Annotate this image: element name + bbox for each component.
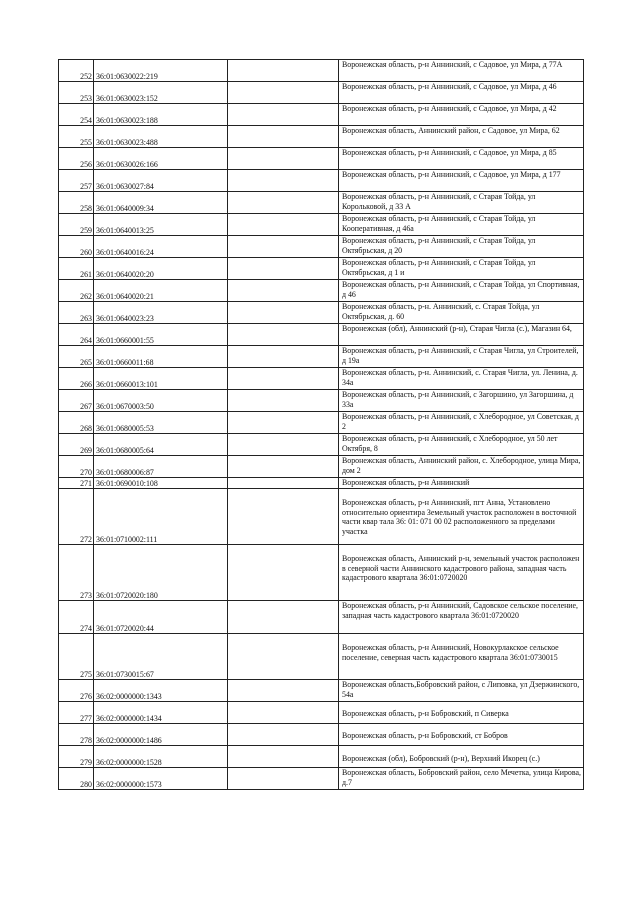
table-row [59, 545, 584, 601]
cadastral-number-cell: 36:01:0630026:166 [94, 148, 228, 170]
cadastral-number-cell: 36:02:0000000:1573 [94, 768, 228, 790]
row-number-cell: 262 [59, 280, 94, 302]
address-cell: Воронежская область, р-н Аннинский, с Садовое, ул Мира, д 177 [339, 170, 584, 192]
empty-cell [228, 412, 339, 434]
row-number-cell: 261 [59, 258, 94, 280]
cadastral-number-cell: 36:01:0630023:488 [94, 126, 228, 148]
row-number-cell: 254 [59, 104, 94, 126]
row-number-cell: 280 [59, 768, 94, 790]
empty-cell [228, 368, 339, 390]
table-row [59, 724, 584, 746]
address-cell: Воронежская область, р-н Аннинский, с Старая Тойда, ул Кооперативная, д 46а [339, 214, 584, 236]
empty-cell [228, 324, 339, 346]
address-cell: Воронежская область, р-н. Аннинский, с. Старая Чигла, ул. Ленина, д. 34а [339, 368, 584, 390]
row-number-cell: 276 [59, 680, 94, 702]
table-row [59, 280, 584, 302]
table-row [59, 478, 584, 489]
table-row [59, 82, 584, 104]
cadastral-number-cell: 36:01:0720020:44 [94, 601, 228, 634]
address-cell: Воронежская область, р-н Аннинский, с Старая Тойда, ул Спортивная, д 46 [339, 280, 584, 302]
table-row [59, 434, 584, 456]
cadastral-number-cell: 36:01:0640020:21 [94, 280, 228, 302]
empty-cell [228, 148, 339, 170]
property-registry-table [58, 59, 584, 790]
empty-cell [228, 192, 339, 214]
table-row [59, 236, 584, 258]
row-number-cell: 252 [59, 60, 94, 82]
empty-cell [228, 434, 339, 456]
address-cell: Воронежская область, р-н Аннинский, с Старая Тойда, ул Октябрьская, д 20 [339, 236, 584, 258]
cadastral-number-cell: 36:02:0000000:1434 [94, 702, 228, 724]
address-cell: Воронежская область, р-н Аннинский, с Садовое, ул Мира, д 42 [339, 104, 584, 126]
cadastral-number-cell: 36:01:0720020:180 [94, 545, 228, 601]
cadastral-number-cell: 36:01:0630022:219 [94, 60, 228, 82]
cadastral-number-cell: 36:01:0640013:25 [94, 214, 228, 236]
cadastral-number-cell: 36:02:0000000:1528 [94, 746, 228, 768]
table-row [59, 702, 584, 724]
cadastral-number-cell: 36:01:0660011:68 [94, 346, 228, 368]
empty-cell [228, 258, 339, 280]
address-cell: Воронежская область, Аннинский район, с Садовое, ул Мира, 62 [339, 126, 584, 148]
address-cell: Воронежская область, р-н Аннинский, с Садовое, ул Мира, д 46 [339, 82, 584, 104]
cadastral-number-cell: 36:01:0630027:84 [94, 170, 228, 192]
empty-cell [228, 545, 339, 601]
row-number-cell: 271 [59, 478, 94, 489]
address-cell: Воронежская область, Бобровский район, село Мечетка, улица Кирова, д.7 [339, 768, 584, 790]
table-row [59, 390, 584, 412]
empty-cell [228, 601, 339, 634]
row-number-cell: 258 [59, 192, 94, 214]
table-row [59, 346, 584, 368]
row-number-cell: 277 [59, 702, 94, 724]
table-row [59, 601, 584, 634]
address-cell: Воронежская область,Бобровский район, с Липовка, ул Дзержинского, 54а [339, 680, 584, 702]
empty-cell [228, 768, 339, 790]
address-cell: Воронежская область, Аннинский р-н, земельный участок расположен в северной части Аннинского кадастрового района, западная часть кадастрового квартала 36:01:0720020 [339, 545, 584, 601]
address-cell: Воронежская область, р-н. Аннинский, с. Старая Тойда, ул Октябрьская, д. 60 [339, 302, 584, 324]
cadastral-number-cell: 36:01:0670003:50 [94, 390, 228, 412]
cadastral-number-cell: 36:01:0680006:87 [94, 456, 228, 478]
table-row [59, 192, 584, 214]
empty-cell [228, 280, 339, 302]
address-cell: Воронежская область, р-н Аннинский, пгт Анна, Установлено относительно ориентира Земельный участок расположен в восточной части квар тала 36: 01: 071 00 02 расположенного за пределами участка [339, 489, 584, 545]
empty-cell [228, 236, 339, 258]
row-number-cell: 270 [59, 456, 94, 478]
empty-cell [228, 60, 339, 82]
address-cell: Воронежская область, р-н Аннинский, с Старая Тойда, ул Корольковой, д 33 А [339, 192, 584, 214]
table-row [59, 170, 584, 192]
table-row [59, 126, 584, 148]
row-number-cell: 256 [59, 148, 94, 170]
table-row [59, 302, 584, 324]
table-row [59, 148, 584, 170]
table-row [59, 489, 584, 545]
row-number-cell: 272 [59, 489, 94, 545]
empty-cell [228, 724, 339, 746]
empty-cell [228, 104, 339, 126]
table-row [59, 412, 584, 434]
address-cell: Воронежская (обл), Аннинский (р-н), Старая Чигла (с.), Магазин 64, [339, 324, 584, 346]
address-cell: Воронежская область, р-н Аннинский, с Загоршино, ул Загоршина, д 33а [339, 390, 584, 412]
empty-cell [228, 126, 339, 148]
address-cell: Воронежская (обл), Бобровский (р-н), Верхний Икорец (с.) [339, 746, 584, 768]
address-cell: Воронежская область, р-н Аннинский, Новокурлакское сельское поселение, северная часть кадастрового квартала 36:01:0730015 [339, 634, 584, 680]
address-cell: Воронежская область, р-н Аннинский, с Старая Тойда, ул Октябрьская, д 1 и [339, 258, 584, 280]
cadastral-number-cell: 36:01:0640023:23 [94, 302, 228, 324]
table-row [59, 368, 584, 390]
empty-cell [228, 680, 339, 702]
row-number-cell: 275 [59, 634, 94, 680]
row-number-cell: 264 [59, 324, 94, 346]
document-page [58, 59, 583, 790]
table-row [59, 324, 584, 346]
address-cell: Воронежская область, р-н Аннинский, с Садовое, ул Мира, д 77А [339, 60, 584, 82]
row-number-cell: 269 [59, 434, 94, 456]
cadastral-number-cell: 36:01:0630023:188 [94, 104, 228, 126]
empty-cell [228, 390, 339, 412]
cadastral-number-cell: 36:01:0640016:24 [94, 236, 228, 258]
empty-cell [228, 702, 339, 724]
registry-table-body [59, 60, 584, 790]
cadastral-number-cell: 36:01:0690010:108 [94, 478, 228, 489]
table-row [59, 456, 584, 478]
row-number-cell: 278 [59, 724, 94, 746]
cadastral-number-cell: 36:01:0660013:101 [94, 368, 228, 390]
address-cell: Воронежская область, р-н Аннинский, с Хлебородное, ул Советская, д 2 [339, 412, 584, 434]
empty-cell [228, 489, 339, 545]
table-row [59, 746, 584, 768]
empty-cell [228, 302, 339, 324]
cadastral-number-cell: 36:02:0000000:1486 [94, 724, 228, 746]
row-number-cell: 265 [59, 346, 94, 368]
empty-cell [228, 214, 339, 236]
address-cell: Воронежская область, р-н Аннинский, Садовское сельское поселение, западная часть кадастрового квартала 36:01:0720020 [339, 601, 584, 634]
table-row [59, 768, 584, 790]
table-row [59, 60, 584, 82]
address-cell: Воронежская область, р-н Бобровский, ст Бобров [339, 724, 584, 746]
address-cell: Воронежская область, р-н Бобровский, п Сиверка [339, 702, 584, 724]
empty-cell [228, 346, 339, 368]
address-cell: Воронежская область, р-н Аннинский, с Старая Чигла, ул Строителей, д 19а [339, 346, 584, 368]
cadastral-number-cell: 36:01:0710002:111 [94, 489, 228, 545]
empty-cell [228, 456, 339, 478]
table-row [59, 258, 584, 280]
empty-cell [228, 82, 339, 104]
cadastral-number-cell: 36:01:0640020:20 [94, 258, 228, 280]
cadastral-number-cell: 36:02:0000000:1343 [94, 680, 228, 702]
row-number-cell: 267 [59, 390, 94, 412]
table-row [59, 680, 584, 702]
empty-cell [228, 634, 339, 680]
table-row [59, 634, 584, 680]
address-cell: Воронежская область, р-н Аннинский [339, 478, 584, 489]
row-number-cell: 253 [59, 82, 94, 104]
address-cell: Воронежская область, Аннинский район, с. Хлебородное, улица Мира, дом 2 [339, 456, 584, 478]
empty-cell [228, 170, 339, 192]
cadastral-number-cell: 36:01:0630023:152 [94, 82, 228, 104]
row-number-cell: 266 [59, 368, 94, 390]
row-number-cell: 260 [59, 236, 94, 258]
cadastral-number-cell: 36:01:0730015:67 [94, 634, 228, 680]
row-number-cell: 263 [59, 302, 94, 324]
row-number-cell: 255 [59, 126, 94, 148]
row-number-cell: 257 [59, 170, 94, 192]
row-number-cell: 274 [59, 601, 94, 634]
row-number-cell: 259 [59, 214, 94, 236]
row-number-cell: 268 [59, 412, 94, 434]
address-cell: Воронежская область, р-н Аннинский, с Садовое, ул Мира, д 85 [339, 148, 584, 170]
cadastral-number-cell: 36:01:0640009:34 [94, 192, 228, 214]
row-number-cell: 273 [59, 545, 94, 601]
table-row [59, 104, 584, 126]
row-number-cell: 279 [59, 746, 94, 768]
cadastral-number-cell: 36:01:0680005:53 [94, 412, 228, 434]
empty-cell [228, 478, 339, 489]
cadastral-number-cell: 36:01:0680005:64 [94, 434, 228, 456]
empty-cell [228, 746, 339, 768]
cadastral-number-cell: 36:01:0660001:55 [94, 324, 228, 346]
table-row [59, 214, 584, 236]
address-cell: Воронежская область, р-н Аннинский, с Хлебородное, ул 50 лет Октября, 8 [339, 434, 584, 456]
